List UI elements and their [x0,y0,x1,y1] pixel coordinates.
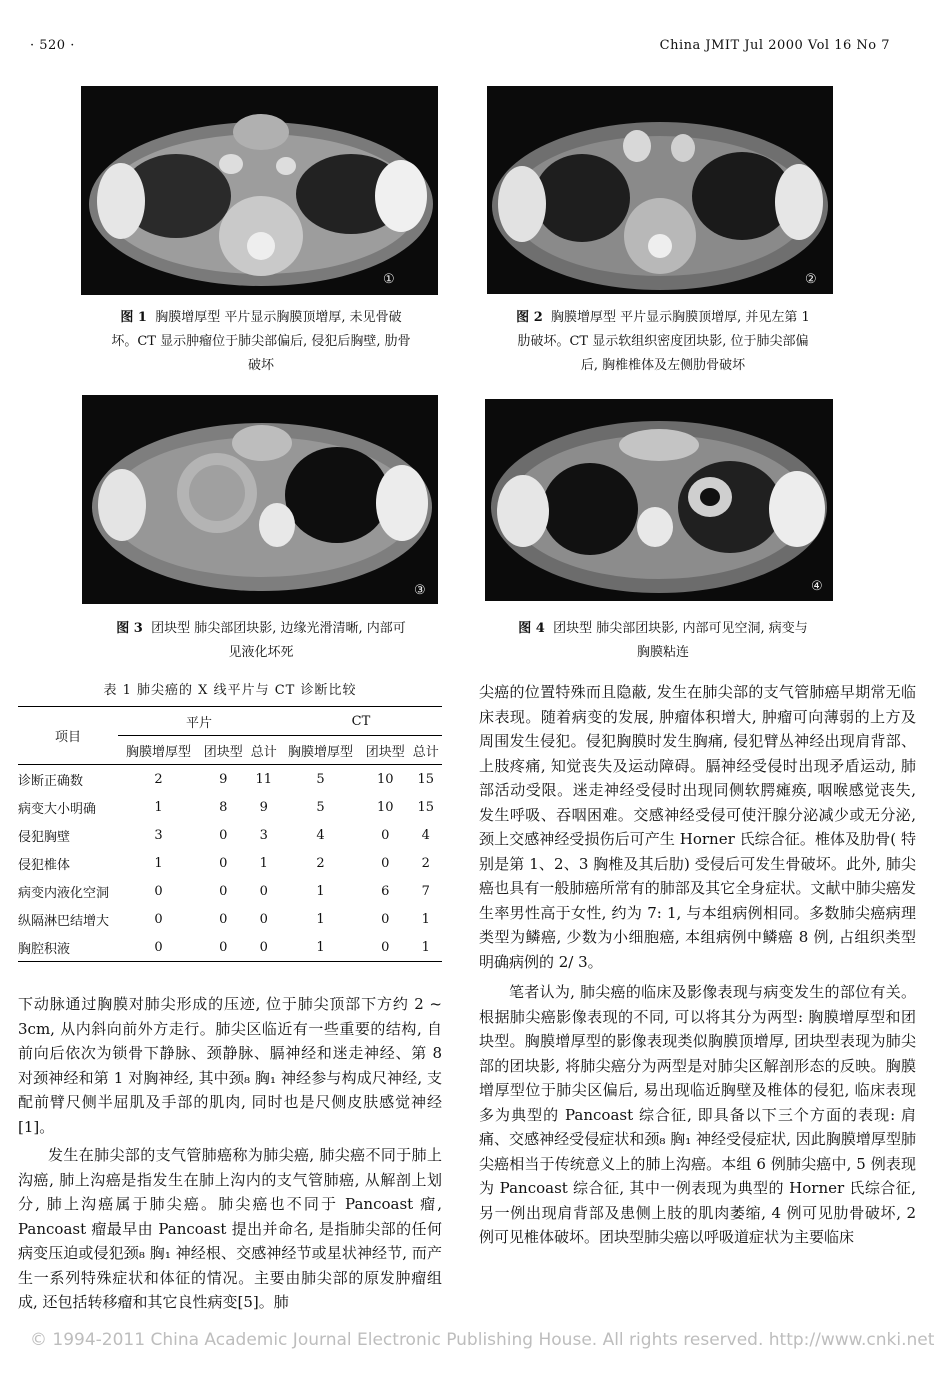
figure-1-number: 图 1 [120,310,147,325]
table-row [18,905,442,933]
figure-2-caption-line-3: 后, 胸椎椎体及左侧肋骨破坏 [580,358,746,373]
table-cell: 0 [219,855,228,871]
table-row [18,933,442,962]
table-item-header: 项目 [18,707,118,765]
figure-3-caption [86,617,436,665]
table-subheader: 胸膜增厚型 [118,736,199,765]
table-cell: 2 [421,855,430,871]
copyright-watermark: © 1994-2011 China Academic Journal Electronic Publishing House. All rights reserved. http://www.cnki.net [30,1330,935,1350]
table-cell: 15 [417,771,435,787]
figure-2-caption-line-1: 胸膜增厚型 平片显示胸膜顶增厚, 并见左第 1 [551,310,810,325]
table-subheader: 胸膜增厚型 [280,736,361,765]
table-cell: 5 [316,771,325,787]
table-cell: 0 [381,855,390,871]
table-cell: 0 [154,911,163,927]
page-number: · 520 · [30,38,75,53]
left-column-text [18,992,442,1315]
figure-4-caption-line-2: 胸膜粘连 [636,645,689,660]
table-cell: 1 [316,939,325,955]
figure-1-marker: ① [383,272,395,287]
table-cell: 0 [219,911,228,927]
figure-4-marker: ④ [811,579,823,594]
table-cell: 0 [154,883,163,899]
figure-4-ct-image [485,399,833,601]
figure-2-number: 图 2 [516,310,543,325]
table-row-label: 诊断正确数 [18,773,84,789]
table-cell: 7 [421,883,430,899]
table-cell: 9 [219,771,228,787]
table-cell: 0 [219,883,228,899]
table-row [18,793,442,821]
table-cell: 15 [417,799,435,815]
table-cell: 10 [376,799,394,815]
table-cell: 1 [316,883,325,899]
table-cell: 8 [219,799,228,815]
figure-3-caption-line-1: 团块型 肺尖部团块影, 边缘光滑清晰, 内部可 [151,621,406,636]
table-row-label: 侵犯胸壁 [18,829,71,845]
table-row-label: 病变大小明确 [18,801,97,817]
table-row-label: 侵犯椎体 [18,857,71,873]
journal-header: China JMIT Jul 2000 Vol 16 No 7 [659,38,890,53]
table-cell: 0 [381,827,390,843]
table-cell: 0 [259,939,268,955]
table-subheader: 团块型 [361,736,410,765]
figure-3-caption-line-2: 见液化坏死 [228,645,294,660]
table-cell: 11 [255,771,273,787]
figure-3-ct-image [82,395,438,604]
figure-1-caption-line-2: 坏。CT 显示肿瘤位于肺尖部偏后, 侵犯后胸壁, 肋骨 [111,334,411,349]
table-cell: 4 [316,827,325,843]
table-subheader: 总计 [410,736,442,765]
table-row [18,765,442,794]
table-subheader: 团块型 [199,736,248,765]
left-paragraph-2: 发生在肺尖部的支气管肺癌称为肺尖癌, 肺尖癌不同于肺上沟癌, 肺上沟癌是指发生在肺上沟内的支气管肺癌, 从解剖上划分, 肺上沟癌属于肺尖癌。肺尖癌也不同于 Pancoast 瘤, Pancoast 瘤最早由 Pancoast 提出并命名, 是指肺尖部的任何病变压迫或侵犯颈₈ 胸₁ 神经根、交感神经节或星状神经节, 而产生一系列特殊症状和体征的情况。主要由肺尖部的原发肿瘤组成, 还包括转移瘤和其它良性病变[5]。肺 [18,1146,442,1311]
table-cell: 3 [154,827,163,843]
table-cell: 1 [154,799,163,815]
comparison-table [18,706,442,962]
table-cell: 10 [376,771,394,787]
right-paragraph-2: 笔者认为, 肺尖癌的临床及影像表现与病变发生的部位有关。根据肺尖癌影像表现的不同, 可以将其分为两型: 胸膜增厚型和团块型。胸膜增厚型的影像表现类似胸膜顶增厚, 团块型表现为肺尖部的团块影, 将肺尖癌分为两型是对肺尖区解剖形态的反映。胸膜增厚型位于肺尖区偏后, 易出现临近胸壁及椎体的侵犯, 临床表现多为典型的 Pancoast 综合征, 即具备以下三个方面的表现: 肩痛、交感神经受侵症状和颈₈ 胸₁ 神经受侵症状, 因此胸膜增厚型肺尖癌相当于传统意义上的肺上沟癌。本组 6 例肺尖癌中, 5 例表现为 Pancoast 综合征, 其中一例表现为典型的 Horner 氏综合征, 另一例出现肩背部及患侧上肢的肌肉萎缩, 4 例可见肋骨破坏, 2 例可见椎体破坏。团块型肺尖癌以呼吸道症状为主要临床 [479,983,916,1246]
table-cell: 9 [259,799,268,815]
table-cell: 5 [316,799,325,815]
figure-4-caption [488,617,838,665]
table-cell: 6 [381,883,390,899]
figure-4-caption-line-1: 团块型 肺尖部团块影, 内部可见空洞, 病变与 [553,621,808,636]
table-group-header-xray: 平片 [118,707,280,736]
table-cell: 2 [154,771,163,787]
table-row-label: 病变内液化空洞 [18,885,110,901]
figure-2-marker: ② [805,272,817,287]
table-cell: 1 [154,855,163,871]
figure-2-ct-image [487,86,833,294]
table-cell: 1 [421,939,430,955]
figure-2-caption [488,306,838,378]
figure-3-number: 图 3 [116,621,143,636]
table-cell: 0 [381,911,390,927]
figure-1-caption-line-3: 破坏 [247,358,274,373]
table-cell: 0 [154,939,163,955]
table-row-label: 纵隔淋巴结增大 [18,913,110,929]
table-cell: 3 [259,827,268,843]
table-cell: 1 [259,855,268,871]
table-group-header-ct: CT [280,707,442,736]
table-cell: 0 [219,827,228,843]
table-cell: 2 [316,855,325,871]
figure-1-caption-line-1: 胸膜增厚型 平片显示胸膜顶增厚, 未见骨破 [155,310,402,325]
table-title: 表 1 肺尖癌的 X 线平片与 CT 诊断比较 [103,683,357,698]
table-cell: 0 [259,883,268,899]
figure-3-marker: ③ [414,583,426,598]
table-row-label: 胸腔积液 [18,941,71,957]
table-cell: 0 [219,939,228,955]
right-column-text [479,680,916,1250]
table-cell: 4 [421,827,430,843]
figure-1-caption [86,306,436,378]
table-row [18,849,442,877]
table-cell: 1 [316,911,325,927]
table-cell: 0 [259,911,268,927]
table-row [18,821,442,849]
right-paragraph-1: 尖癌的位置特殊而且隐蔽, 发生在肺尖部的支气管肺癌早期常无临床表现。随着病变的发展, 肿瘤体积增大, 肿瘤可向薄弱的上方及周围发生侵犯。侵犯胸膜时发生胸痛, 侵犯臂丛神经出现肩背部、上肢疼痛, 知觉丧失及运动障碍。膈神经受侵时出现矛盾运动, 肺部活动受限。迷走神经受侵时出现同侧软腭瘫痪, 咽喉感觉丧失, 发生呼吸、吞咽困难。交感神经受侵可使汗腺分泌减少或无分泌, 颈上交感神经受损伤后可产生 Horner 氏综合征。椎体及肋骨( 特别是第 1、2、3 胸椎及其后肋) 受侵后可发生骨破坏。此外, 肺尖癌也具有一般肺癌所常有的肺部及其它全身症状。文献中肺尖癌发生率男性高于女性, 约为 7: 1, 与本组病例相同。多数肺尖癌病理类型为鳞癌, 少数为小细胞癌, 本组病例中鳞癌 8 例, 占组织类型明确病例的 2/ 3。 [479,683,916,971]
table-subheader: 总计 [248,736,280,765]
table-row [18,877,442,905]
left-paragraph-1: 下动脉通过胸膜对肺尖形成的压迹, 位于肺尖顶部下方约 2 ~ 3cm, 从内斜向前外方走行。肺尖区临近有一些重要的结构, 自前向后依次为锁骨下静脉、颈静脉、膈神经和迷走神经、第 8 对颈神经和第 1 对胸神经, 其中颈₈ 胸₁ 神经参与构成尺神经, 支配前臂尺侧半屈肌及手部的肌肉, 同时也是尺侧皮肤感觉神经[1]。 [18,995,442,1136]
figure-1-ct-image [81,86,438,295]
figure-2-caption-line-2: 肋破坏。CT 显示软组织密度团块影, 位于肺尖部偏 [517,334,809,349]
table-cell: 0 [381,939,390,955]
table-cell: 1 [421,911,430,927]
figure-4-number: 图 4 [518,621,545,636]
